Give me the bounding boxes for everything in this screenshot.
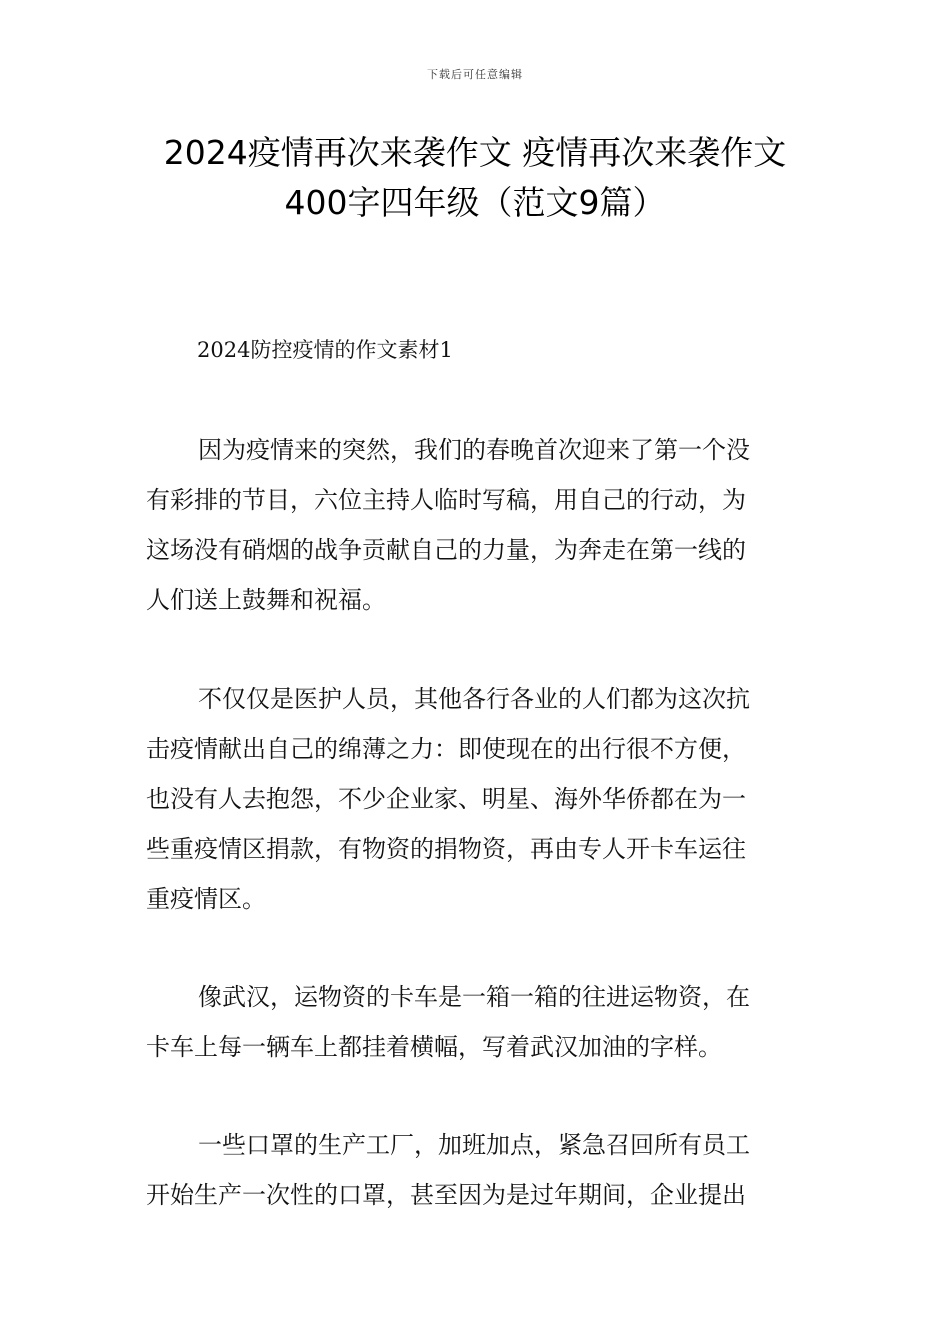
- paragraph-line: 像武汉，运物资的卡车是一箱一箱的往进运物资，在: [198, 983, 750, 1011]
- paragraph-line: 些重疫情区捐款，有物资的捐物资，再由专人开卡车运往: [146, 835, 746, 863]
- paragraph-line: 卡车上每一辆车上都挂着横幅，写着武汉加油的字样。: [146, 1033, 722, 1061]
- header-note: 下载后可任意编辑: [427, 68, 523, 81]
- paragraph-2: [146, 674, 816, 924]
- paragraph-line: 不仅仅是医护人员，其他各行各业的人们都为这次抗: [198, 685, 750, 713]
- paragraph-3: [146, 972, 816, 1072]
- paragraph-line: 重疫情区。: [146, 885, 266, 913]
- paragraph-line: 一些口罩的生产工厂，加班加点，紧急召回所有员工: [198, 1131, 750, 1159]
- section-heading: 2024防控疫情的作文素材1: [197, 338, 453, 362]
- paragraph-line: 击疫情献出自己的绵薄之力：即使现在的出行很不方便，: [146, 735, 746, 763]
- paragraph-line: 也没有人去抱怨，不少企业家、明星、海外华侨都在为一: [146, 785, 746, 813]
- paragraph-line: 有彩排的节目，六位主持人临时写稿，用自己的行动，为: [146, 486, 746, 514]
- title-line-1: 2024疫情再次来袭作文 疫情再次来袭作文: [163, 133, 787, 172]
- document-title: [130, 128, 820, 228]
- paragraph-line: 人们送上鼓舞和祝福。: [146, 586, 386, 614]
- paragraph-line: 这场没有硝烟的战争贡献自己的力量，为奔走在第一线的: [146, 536, 746, 564]
- paragraph-line: 开始生产一次性的口罩，甚至因为是过年期间，企业提出: [146, 1181, 746, 1209]
- title-line-2: 400字四年级（范文9篇）: [284, 183, 666, 222]
- paragraph-4: [146, 1120, 816, 1220]
- paragraph-line: 因为疫情来的突然，我们的春晚首次迎来了第一个没: [198, 436, 750, 464]
- paragraph-1: [146, 425, 816, 625]
